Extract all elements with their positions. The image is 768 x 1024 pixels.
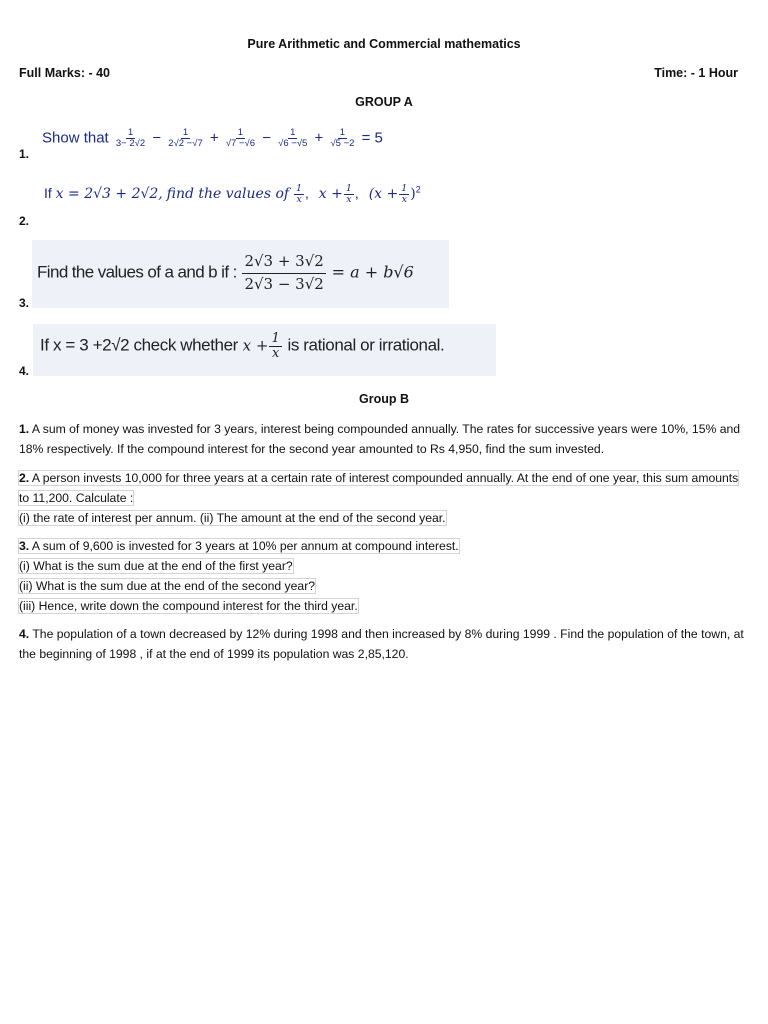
- question-text: A sum of money was invested for 3 years, interest being compounded annually. The rates for successive years were 10%, 15% and 18% respectively. If the compound interest for the second year amounted to Rs 4,950, find the sum invested.: [19, 422, 741, 456]
- question-number: 3.: [19, 539, 30, 553]
- question-subpart: (iii) Hence, write down the compound interest for the third year.: [19, 599, 358, 613]
- expression: x = 2√3 + 2√2,: [55, 186, 163, 203]
- operator: −: [262, 129, 271, 147]
- numerator: 2√3 + 3√2: [242, 254, 325, 274]
- operator: −: [152, 129, 162, 147]
- denominator: √6 −√5: [278, 137, 308, 149]
- question-number: 4.: [19, 364, 30, 378]
- fraction: [399, 184, 409, 205]
- denominator: x: [346, 193, 352, 205]
- question-lead: Show that: [42, 129, 109, 147]
- question-lead: If: [44, 185, 52, 202]
- group-b-question-1: [19, 419, 744, 459]
- fraction: [269, 332, 281, 360]
- question-subparts: (i) the rate of interest per annum. (ii) The amount at the end of the second year.: [19, 511, 446, 525]
- group-a-heading: GROUP A: [355, 95, 413, 109]
- time-limit: Time: - 1 Hour: [654, 66, 738, 80]
- group-b-heading: Group B: [359, 392, 409, 406]
- question-number: 2.: [19, 214, 30, 228]
- separator: ,: [354, 185, 359, 202]
- denominator: 2√3 − 3√2: [244, 274, 324, 293]
- fraction: [224, 128, 257, 149]
- denominator: x: [401, 193, 407, 205]
- denominator: x: [271, 345, 280, 361]
- question-subpart: (i) What is the sum due at the end of the first year?: [19, 559, 293, 573]
- group-b-question-4: [19, 624, 744, 664]
- numerator: 1: [271, 331, 280, 346]
- fraction: [294, 184, 304, 205]
- question-text: A person invests 10,000 for three years at a certain rate of interest compounded annually. At the end of one year, this sum amounts to 11,200. Calculate :: [19, 471, 739, 505]
- question-subpart: (ii) What is the sum due at the end of the second year?: [19, 579, 316, 593]
- instruction-text: find the values of: [166, 186, 290, 203]
- numerator: 1: [345, 183, 352, 194]
- question-number: 4.: [19, 627, 30, 641]
- question-number: 3.: [19, 296, 30, 310]
- question-2-math: [44, 184, 421, 205]
- question-number: 1.: [19, 422, 30, 436]
- numerator: 1: [182, 127, 189, 138]
- numerator: 1: [295, 183, 303, 194]
- numerator: 1: [290, 127, 296, 138]
- full-marks: Full Marks: - 40: [19, 66, 110, 80]
- equation-result: = 5: [361, 129, 383, 147]
- numerator: 1: [127, 127, 134, 138]
- question-1-math: [42, 128, 383, 149]
- expression: x +: [318, 186, 343, 203]
- page-title: Pure Arithmetic and Commercial mathematics: [247, 37, 521, 51]
- question-number: 1.: [19, 147, 30, 161]
- numerator: 1: [339, 127, 346, 138]
- right-hand-side: = a + b√6: [331, 262, 414, 282]
- expression: ): [410, 186, 416, 203]
- question-3-math: [37, 254, 414, 293]
- question-tail: is rational or irrational.: [287, 335, 445, 355]
- question-text: The population of a town decreased by 12% during 1998 and then increased by 8% during 1999 . Find the population of the town, at the beginning of 1998 , if at the end of 1999 its population was 2,85,120.: [19, 627, 744, 661]
- denominator: 2√2 −√7: [168, 137, 203, 149]
- expression: x +: [242, 336, 269, 355]
- operator: +: [209, 129, 219, 147]
- question-text: A sum of 9,600 is invested for 3 years at 10% per annum at compound interest.: [31, 539, 459, 553]
- question-lead: Find the values of a and b if :: [37, 262, 237, 282]
- exponent: 2: [415, 184, 421, 195]
- fraction: [276, 128, 309, 149]
- operator: +: [314, 129, 324, 147]
- numerator: 1: [401, 183, 408, 194]
- separator: ,: [305, 185, 309, 202]
- numerator: 1: [237, 127, 244, 138]
- fraction: [114, 128, 147, 149]
- question-4-math: [40, 332, 444, 360]
- denominator: √7 −√6: [225, 137, 256, 149]
- question-number: 2.: [19, 471, 30, 485]
- fraction: [166, 128, 204, 149]
- fraction: [242, 254, 325, 293]
- denominator: √5 −2: [330, 137, 355, 149]
- denominator: 3− 2√2: [115, 137, 146, 149]
- fraction: [344, 184, 354, 205]
- fraction: [328, 128, 356, 149]
- group-b-question-2: [19, 468, 744, 528]
- question-lead: If x = 3 +2√2 check whether: [40, 335, 238, 355]
- group-b-question-3: [19, 536, 744, 616]
- expression: (x +: [368, 186, 399, 203]
- denominator: x: [296, 193, 302, 205]
